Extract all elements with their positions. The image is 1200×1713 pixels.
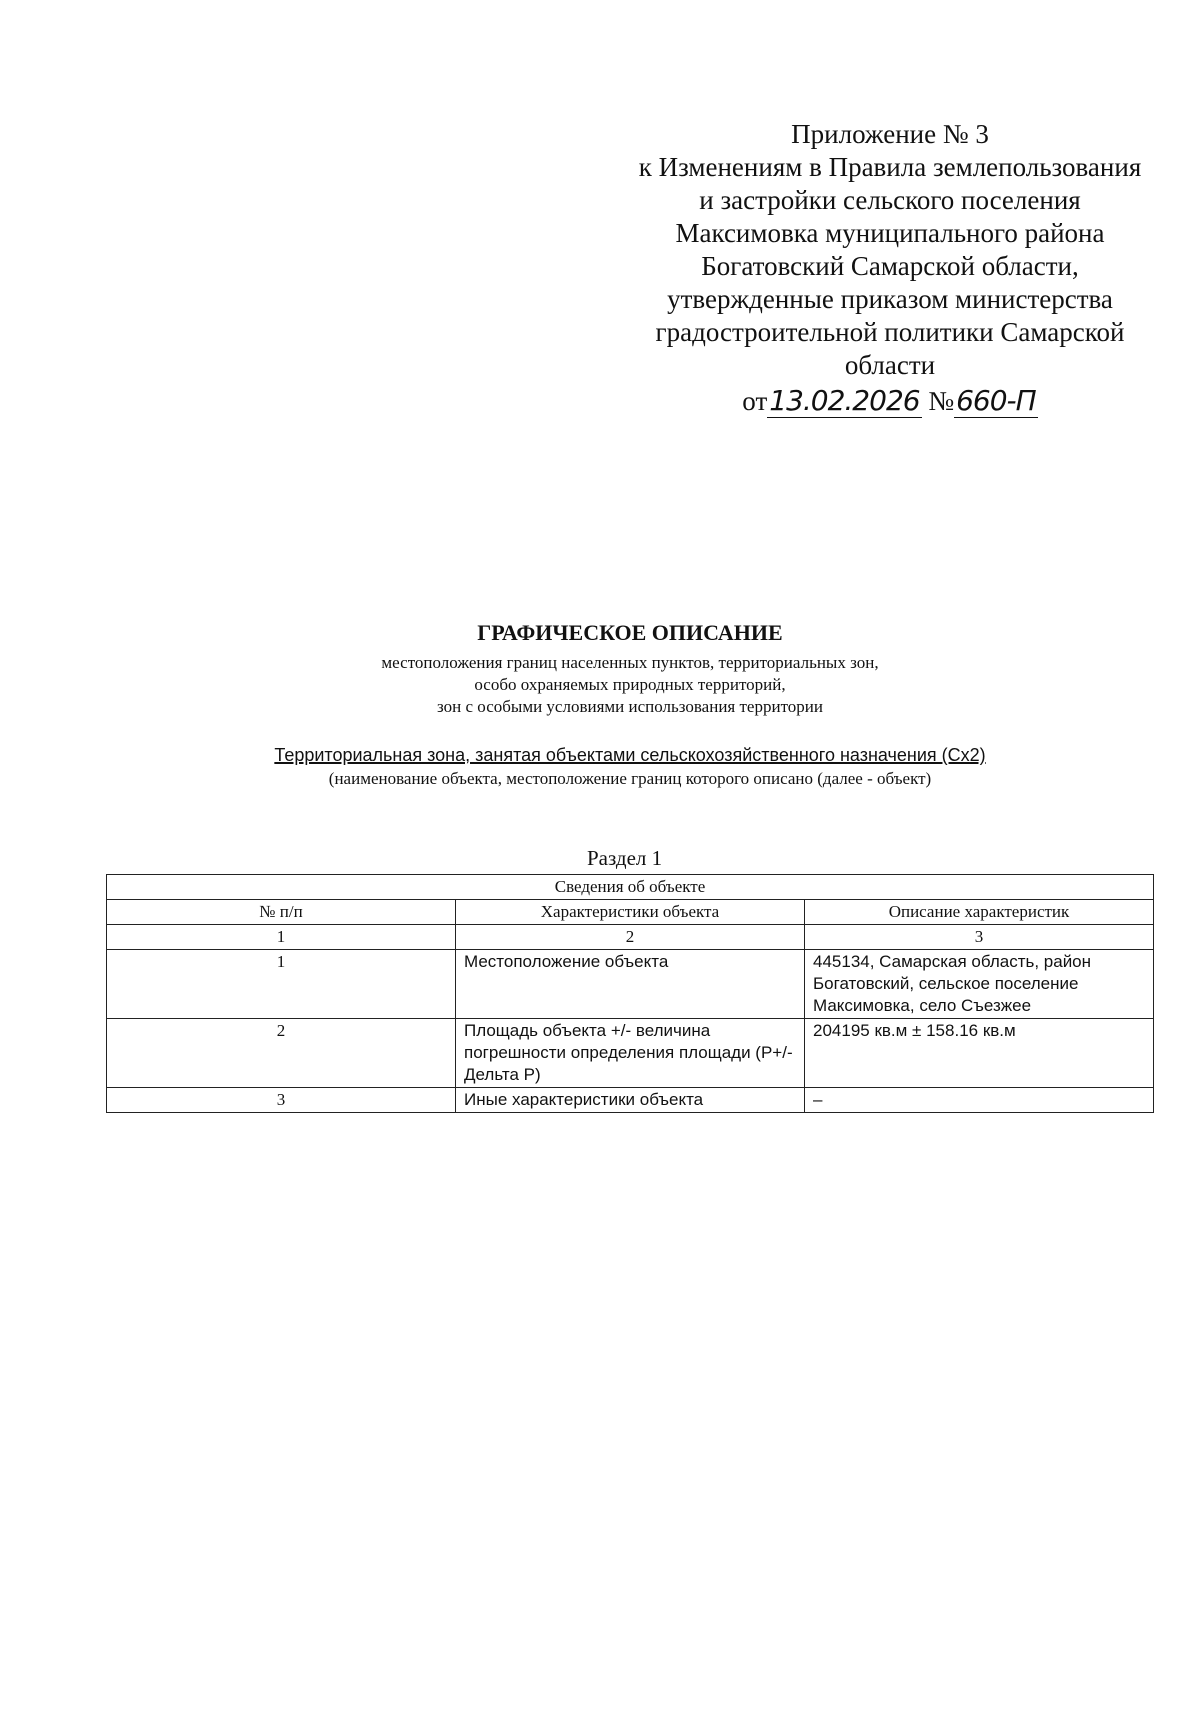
appendix-header: [600, 118, 1180, 418]
row-description: –: [805, 1088, 1154, 1113]
appendix-line: к Изменениям в Правила землепользования: [638, 152, 1142, 182]
object-note: (наименование объекта, местоположение границ которого описано (далее - объект): [328, 769, 932, 788]
appendix-line: и застройки сельского поселения: [699, 185, 1081, 215]
header-number: № п/п: [107, 900, 456, 925]
row-description: 204195 кв.м ± 158.16 кв.м: [805, 1019, 1154, 1088]
column-number: 2: [456, 925, 805, 950]
row-characteristic: Иные характеристики объекта: [456, 1088, 805, 1113]
header-description: Описание характеристик: [805, 900, 1154, 925]
table-row: [107, 1019, 1154, 1088]
order-date: 13.02.2026: [769, 384, 920, 417]
subtitle-line: особо охраняемых природных территорий,: [474, 675, 786, 694]
row-characteristic: Местоположение объекта: [456, 950, 805, 1019]
table-header-row: [107, 900, 1154, 925]
subtitle-line: местоположения границ населенных пунктов, территориальных зон,: [381, 653, 879, 672]
appendix-line: Богатовский Самарской области,: [701, 251, 1079, 281]
object-name-text: Территориальная зона, занятая объектами сельскохозяйственного назначения (Сх2): [274, 745, 986, 765]
table-row: [107, 950, 1154, 1019]
row-description: 445134, Самарская область, район Богатовский, сельское поселение Максимовка, село Съезжее: [805, 950, 1154, 1019]
table-column-numbers-row: [107, 925, 1154, 950]
number-prefix: №: [928, 386, 955, 416]
row-number: 2: [107, 1019, 456, 1088]
table-caption: Сведения об объекте: [107, 875, 1154, 900]
appendix-line: Максимовка муниципального района: [675, 218, 1105, 248]
table-row: [107, 1088, 1154, 1113]
row-characteristic: Площадь объекта +/- величина погрешности определения площади (Р+/- Дельта Р): [456, 1019, 805, 1088]
header-characteristic: Характеристики объекта: [456, 900, 805, 925]
title-block: [0, 620, 1200, 718]
row-number: 1: [107, 950, 456, 1019]
appendix-line: области: [844, 350, 936, 380]
column-number: 3: [805, 925, 1154, 950]
order-date-line: [600, 384, 1180, 418]
object-info-table: [106, 874, 1154, 1113]
subtitle-line: зон с особыми условиями использования территории: [437, 697, 823, 716]
column-number: 1: [107, 925, 456, 950]
document-title: ГРАФИЧЕСКОЕ ОПИСАНИЕ: [477, 620, 783, 645]
date-prefix: от: [742, 386, 768, 416]
object-name: [0, 745, 1200, 766]
table-caption-row: [107, 875, 1154, 900]
appendix-line: Приложение № 3: [791, 119, 989, 149]
order-number: 660-П: [956, 384, 1036, 417]
appendix-line: утвержденные приказом министерства: [667, 284, 1113, 314]
row-number: 3: [107, 1088, 456, 1113]
section-title: Раздел 1: [587, 846, 663, 870]
appendix-line: градостроительной политики Самарской: [655, 317, 1125, 347]
